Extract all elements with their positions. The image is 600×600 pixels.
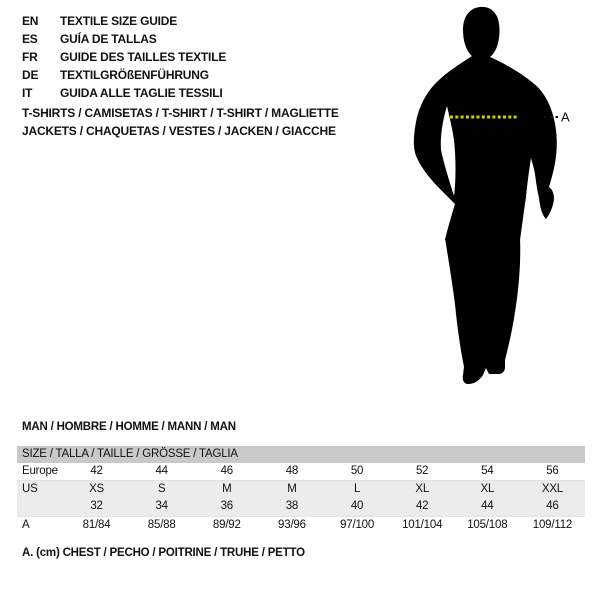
- size-cell: 46: [546, 500, 559, 512]
- man-silhouette-figure: [400, 0, 600, 400]
- category-tshirts: T-SHIRTS / CAMISETAS / T-SHIRT / T-SHIRT / MAGLIETTE: [22, 106, 339, 120]
- measure-label-a: A: [561, 109, 570, 125]
- legs-silhouette: [445, 238, 520, 384]
- lang-code: IT: [22, 86, 33, 100]
- row-label: [17, 498, 64, 516]
- category-jackets: JACKETS / CHAQUETAS / VESTES / JACKEN / GIACCHE: [22, 124, 336, 138]
- lang-label: GUÍA DE TALLAS: [60, 32, 157, 46]
- lang-code: DE: [22, 68, 39, 82]
- head-silhouette: [463, 7, 500, 60]
- size-cell: 89/92: [212, 518, 241, 531]
- size-table: [17, 446, 585, 533]
- size-cell: 81/84: [82, 518, 111, 531]
- lang-label: TEXTILE SIZE GUIDE: [60, 14, 178, 28]
- size-cell: 109/112: [532, 518, 573, 531]
- size-cell: M: [287, 482, 297, 495]
- size-cell: L: [353, 482, 361, 495]
- size-cell: 54: [481, 465, 494, 477]
- size-cell: 44: [155, 465, 168, 477]
- language-title-list: [22, 12, 226, 102]
- row-label: Europe: [22, 465, 58, 477]
- size-cell: 34: [155, 500, 168, 512]
- size-cell: 48: [285, 465, 299, 477]
- size-cell: 93/96: [278, 518, 306, 531]
- table-row-numeric: [17, 498, 585, 516]
- row-label: US: [22, 482, 38, 495]
- lang-row-es: [22, 30, 226, 48]
- size-cell: 40: [350, 500, 364, 512]
- size-cell: XXL: [541, 482, 563, 495]
- section-title-man: MAN / HOMBRE / HOMME / MANN / MAN: [22, 421, 236, 433]
- garment-categories: [22, 104, 339, 140]
- size-cell: 101/104: [402, 518, 443, 531]
- size-cell: S: [157, 482, 166, 495]
- size-cell: 85/88: [147, 518, 176, 531]
- size-cell: 42: [415, 500, 429, 512]
- lang-label: GUIDE DES TAILLES TEXTILE: [60, 50, 227, 64]
- table-row-europe: [17, 463, 585, 481]
- lang-code: ES: [22, 32, 38, 46]
- size-cell: 50: [350, 465, 364, 477]
- row-label: A: [22, 518, 30, 531]
- size-cell: 42: [90, 465, 103, 477]
- lang-code: FR: [22, 50, 38, 64]
- size-cell: XL: [480, 482, 495, 495]
- lang-row-fr: [22, 48, 226, 66]
- footnote-chest-measure: A. (cm) CHEST / PECHO / POITRINE / TRUHE / PETTO: [22, 547, 305, 559]
- lang-row-de: [22, 66, 226, 84]
- size-cell: XL: [415, 482, 430, 495]
- size-cell: 46: [220, 465, 234, 477]
- table-row-chest-a: [17, 516, 585, 534]
- lang-label: TEXTILGRÖßENFÜHRUNG: [60, 68, 209, 82]
- lang-code: EN: [22, 14, 39, 28]
- size-cell: 97/100: [340, 518, 375, 531]
- size-cell: 44: [481, 500, 494, 512]
- lang-row-en: [22, 12, 226, 30]
- size-table-header: SIZE / TALLA / TAILLE / GRÖSSE / TAGLIA: [17, 446, 585, 463]
- size-cell: 105/108: [467, 518, 508, 531]
- size-cell: 32: [90, 500, 103, 512]
- lang-label: GUIDA ALLE TAGLIE TESSILI: [60, 86, 223, 100]
- size-cell: 36: [220, 500, 234, 512]
- size-cell: 38: [285, 500, 299, 512]
- torso-arms-silhouette: [414, 55, 557, 240]
- size-cell: XS: [89, 482, 105, 495]
- size-cell: M: [222, 482, 232, 495]
- table-row-us: [17, 481, 585, 499]
- size-cell: 52: [415, 465, 429, 477]
- lang-row-it: [22, 84, 226, 102]
- size-cell: 56: [546, 465, 559, 477]
